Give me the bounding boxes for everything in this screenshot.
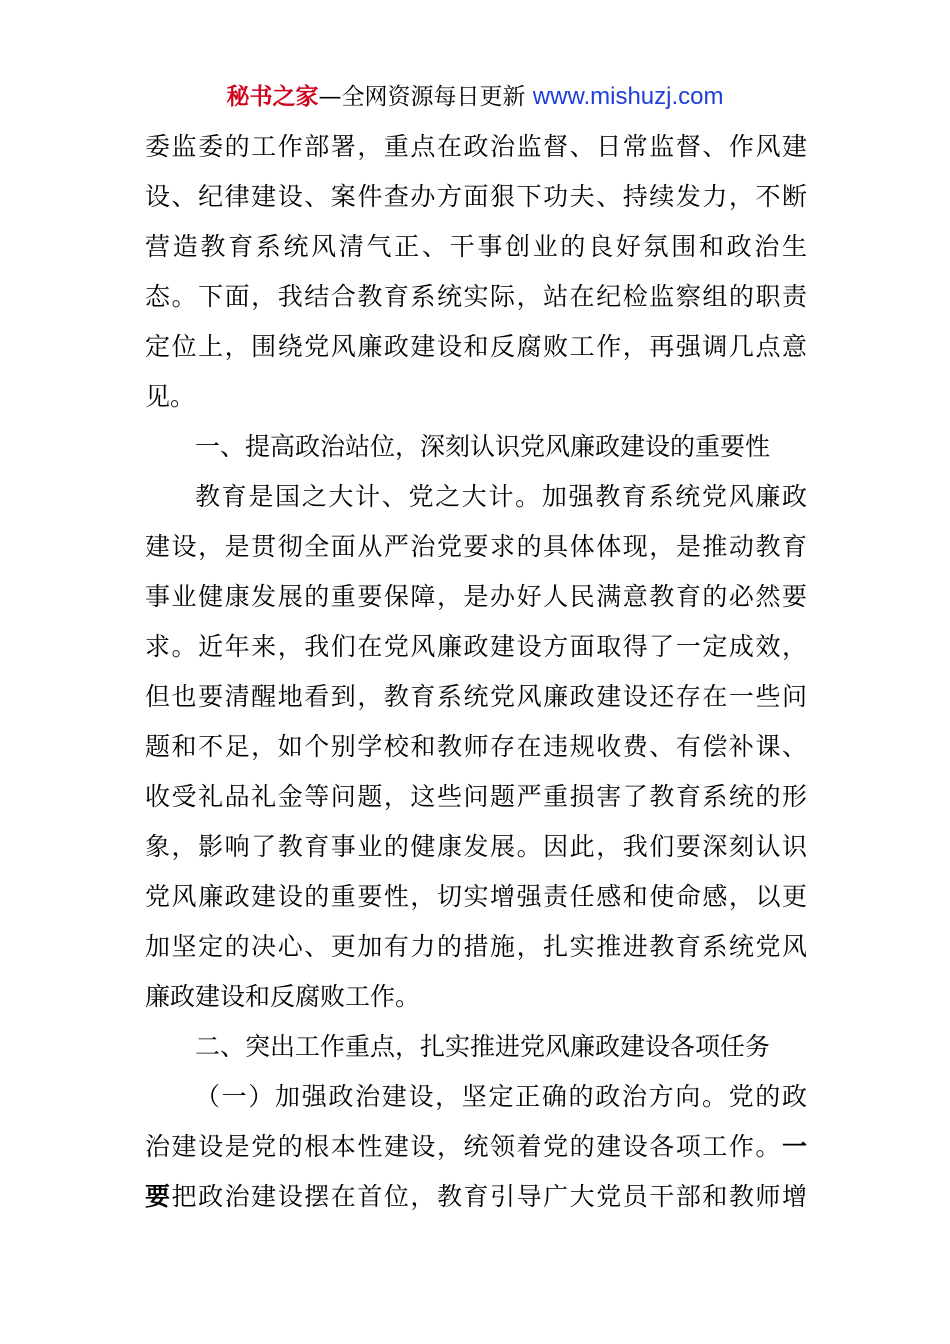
line-text: 治建设是党的根本性建设，统领着党的建设各项工作。: [145, 1132, 782, 1161]
section-heading-1: [145, 422, 807, 472]
section-heading-2: [145, 1022, 807, 1072]
heading-text: 一、提高政治站位，深刻认识党风廉政建设的重要性: [195, 432, 771, 461]
site-slogan: —全网资源每日更新: [318, 84, 533, 110]
line-text: 把政治建设摆在首位，教育引导广大党员干部和教师增: [171, 1182, 807, 1211]
text-line: （一）加强政治建设，坚定正确的政治方向。党的政: [195, 1082, 807, 1111]
text-line: 题和不足，如个别学校和教师存在违规收费、有偿补课、: [145, 732, 807, 761]
text-line: 廉政建设和反腐败工作。: [145, 982, 421, 1011]
text-line: 党风廉政建设的重要性，切实增强责任感和使命感，以更: [145, 882, 807, 911]
text-line: 营造教育系统风清气正、干事创业的良好氛围和政治生: [145, 232, 807, 261]
text-line: 定位上，围绕党风廉政建设和反腐败工作，再强调几点意: [145, 332, 807, 361]
text-line: [145, 1122, 807, 1172]
heading-text: 二、突出工作重点，扎实推进党风廉政建设各项任务: [195, 1032, 771, 1061]
site-header: [0, 80, 950, 114]
site-url-link[interactable]: www.mishuzj.com: [532, 83, 724, 110]
site-brand: 秘书之家: [226, 84, 319, 110]
text-line: 态。下面，我结合教育系统实际，站在纪检监察组的职责: [145, 282, 807, 311]
paragraph-intro-continuation: [145, 122, 807, 422]
emphasis-text: 一: [781, 1132, 807, 1161]
text-line: 事业健康发展的重要保障，是办好人民满意教育的必然要: [145, 582, 807, 611]
text-line: 设、纪律建设、案件查办方面狠下功夫、持续发力，不断: [145, 182, 807, 211]
paragraph-political-construction: [145, 1072, 807, 1222]
document-body: [145, 122, 807, 1222]
text-line: 建设，是贯彻全面从严治党要求的具体体现，是推动教育: [145, 532, 807, 561]
text-line: [145, 1172, 807, 1222]
paragraph-importance: [145, 472, 807, 1022]
text-line: 加坚定的决心、更加有力的措施，扎实推进教育系统党风: [145, 932, 807, 961]
text-line: 象，影响了教育事业的健康发展。因此，我们要深刻认识: [145, 832, 807, 861]
text-line: 见。: [145, 382, 196, 411]
text-line: 但也要清醒地看到，教育系统党风廉政建设还存在一些问: [145, 682, 807, 711]
emphasis-text: 要: [145, 1182, 172, 1211]
text-line: 收受礼品礼金等问题，这些问题严重损害了教育系统的形: [145, 782, 807, 811]
text-line: 求。近年来，我们在党风廉政建设方面取得了一定成效，: [145, 632, 807, 661]
text-line: 教育是国之大计、党之大计。加强教育系统党风廉政: [195, 482, 807, 511]
text-line: 委监委的工作部署，重点在政治监督、日常监督、作风建: [145, 132, 807, 161]
